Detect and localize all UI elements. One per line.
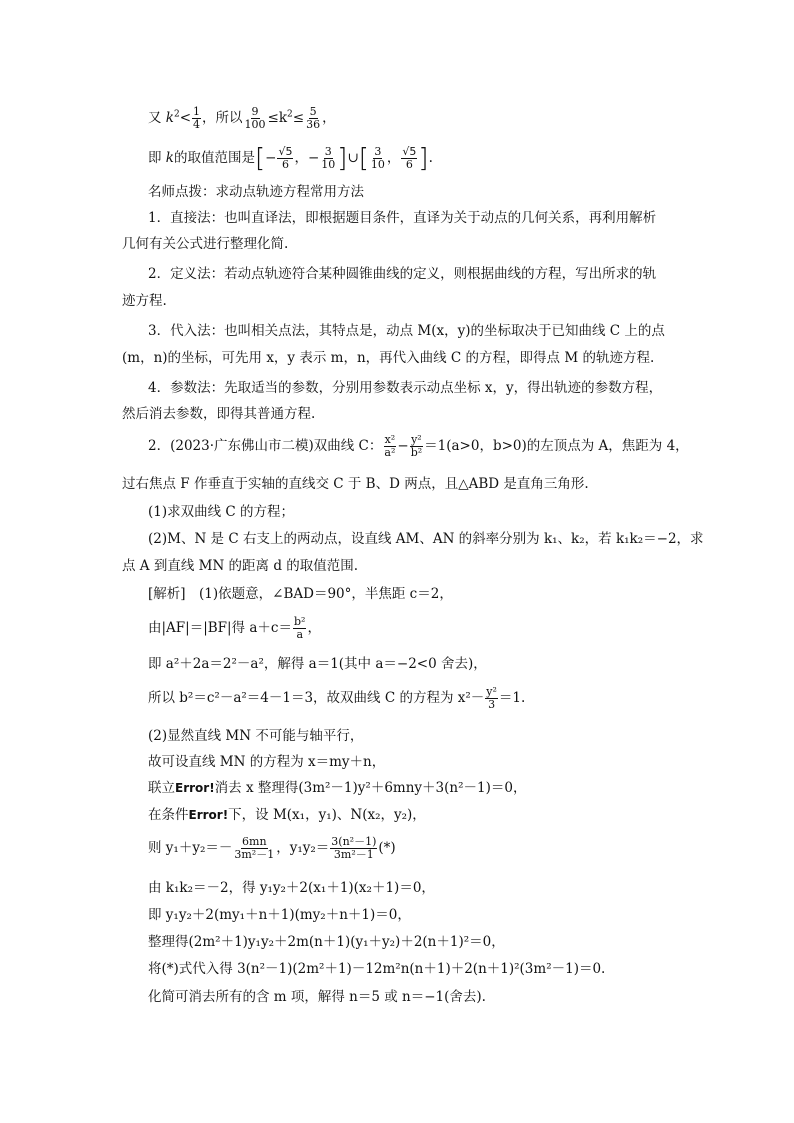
question-1: (1)求双曲线 C 的方程； bbox=[148, 504, 295, 520]
text: 又 bbox=[148, 110, 166, 126]
fraction-3n2 bbox=[330, 836, 377, 861]
fraction-3-10 bbox=[320, 146, 336, 171]
text: ，y₁y₂＝ bbox=[276, 840, 330, 856]
op: − bbox=[265, 150, 277, 166]
text: 在条件 bbox=[148, 807, 189, 823]
text: ≤k bbox=[267, 110, 288, 126]
right-bracket: ] bbox=[418, 143, 429, 174]
method-4-line-1: 4．参数法：先取适当的参数，分别用参数表示动点坐标 x，y，得出轨迹的参数方程， bbox=[148, 380, 663, 396]
num: 3 bbox=[374, 145, 382, 158]
den: 4 bbox=[193, 118, 201, 131]
num: y² bbox=[411, 433, 422, 446]
solution-arrange: 整理得(2m²＋1)y₁y₂＋2m(n＋1)(y₁＋y₂)＋2(n＋1)²＝0， bbox=[148, 934, 505, 950]
question-2-line-1: (2)M、N 是 C 右支上的两动点，设直线 AM、AN 的斜率分别为 k₁、k₂，若 k₁k₂＝−2，求 bbox=[148, 531, 704, 547]
num: √5 bbox=[278, 145, 293, 158]
num: 1 bbox=[193, 105, 201, 118]
fraction-sqrt5-6 bbox=[401, 146, 417, 171]
text: 由|AF|＝|BF|得 a＋c＝ bbox=[148, 620, 292, 636]
method-3-line-2: (m，n)的坐标，可先用 x，y 表示 m，n，再代入曲线 C 的方程，即得点 M 的轨迹方程. bbox=[122, 350, 655, 366]
union-symbol: ∪ bbox=[347, 150, 359, 166]
var-k: k bbox=[165, 150, 174, 166]
den: 6 bbox=[281, 158, 289, 171]
solution-vieta bbox=[148, 836, 396, 861]
text: (*) bbox=[378, 840, 396, 856]
op: < bbox=[179, 110, 192, 126]
tip-heading: 名师点拨：求动点轨迹方程常用方法 bbox=[148, 184, 364, 200]
den: 100 bbox=[244, 118, 266, 131]
den: 10 bbox=[321, 158, 336, 171]
fraction-b2-a bbox=[293, 616, 306, 641]
error-field: Error! bbox=[188, 808, 229, 822]
den: 3m²－1 bbox=[333, 848, 374, 861]
num: y² bbox=[486, 685, 497, 698]
text: 下，设 M(x₁，y₁)、N(x₂，y₂)， bbox=[228, 807, 426, 823]
num: b² bbox=[294, 615, 306, 628]
fraction-6mn bbox=[233, 836, 275, 861]
solution-combine bbox=[148, 778, 526, 798]
solution-result: 化简可消去所有的含 m 项，解得 n＝5 或 n＝−1(舍去). bbox=[148, 989, 486, 1005]
op: ≤ bbox=[292, 110, 305, 126]
method-2-line-1: 2．定义法：若动点轨迹符合某种圆锥曲线的定义，则根据曲线的方程，写出所求的轨 bbox=[148, 266, 657, 282]
num: 3(n²－1) bbox=[331, 835, 377, 848]
num: 3 bbox=[324, 145, 332, 158]
den: a² bbox=[384, 446, 396, 459]
solution-condition bbox=[148, 805, 426, 825]
text: 消去 x 整理得(3m²－1)y²＋6mny＋3(n²－1)＝0， bbox=[214, 780, 527, 796]
line-k-range bbox=[148, 143, 433, 174]
fraction-sqrt5-6 bbox=[277, 146, 293, 171]
fraction-y2-3 bbox=[485, 686, 498, 711]
text: 所以 b²＝c²－a²＝4－1＝3，故双曲线 C 的方程为 x²－ bbox=[148, 690, 485, 706]
question-2-line-2: 点 A 到直线 MN 的距离 d 的取值范围. bbox=[122, 558, 359, 574]
left-bracket: [ bbox=[254, 143, 266, 174]
solution-k1k2: 由 k₁k₂＝－2，得 y₁y₂＋2(x₁＋1)(x₂＋1)＝0， bbox=[148, 880, 435, 896]
text: 联立 bbox=[148, 780, 175, 796]
den: a bbox=[296, 628, 303, 641]
text: 2．(2023·广东佛山市二模)双曲线 C： bbox=[148, 438, 383, 454]
var-k: k bbox=[165, 110, 174, 126]
fraction-9-100 bbox=[244, 106, 267, 131]
solution-expand: 即 y₁y₂＋2(my₁＋n＋1)(my₂＋n＋1)＝0， bbox=[148, 907, 411, 923]
text: ， bbox=[386, 150, 401, 166]
text: . bbox=[428, 150, 433, 166]
num: 6mn bbox=[242, 835, 267, 848]
text: 即 bbox=[148, 150, 166, 166]
solution-equation-c bbox=[148, 686, 525, 711]
solution-start: [解析] (1)依题意，∠BAD＝90°，半焦距 c＝2， bbox=[148, 586, 453, 602]
fraction-5-36 bbox=[305, 106, 321, 131]
text: ， bbox=[307, 620, 321, 636]
fraction-y2-b2 bbox=[410, 434, 423, 459]
den: 3 bbox=[488, 698, 496, 711]
method-1-line-2: 几何有关公式进行整理化简. bbox=[122, 236, 289, 252]
solution-a-value: 即 a²＋2a＝2²－a²，解得 a＝1(其中 a＝−2<0 舍去)， bbox=[148, 656, 487, 672]
left-bracket: [ bbox=[358, 143, 369, 174]
exp: 2 bbox=[287, 109, 293, 120]
num: 9 bbox=[251, 105, 259, 118]
fraction-x2-a2 bbox=[383, 434, 396, 459]
den: 10 bbox=[370, 158, 385, 171]
fraction-1-4 bbox=[192, 106, 201, 131]
num: 5 bbox=[309, 105, 317, 118]
problem-2-statement bbox=[148, 434, 689, 459]
den: 36 bbox=[306, 118, 321, 131]
text: ＝1(a>0，b>0)的左顶点为 A，焦距为 4， bbox=[424, 438, 689, 454]
exp: 2 bbox=[173, 109, 180, 120]
text: ，所以 bbox=[202, 110, 243, 126]
num: √5 bbox=[402, 145, 417, 158]
right-bracket: ] bbox=[337, 143, 348, 174]
text: 则 y₁＋y₂＝－ bbox=[148, 840, 233, 856]
solution-line-mn: 故可设直线 MN 的方程为 x＝my＋n， bbox=[148, 754, 386, 770]
num: x² bbox=[384, 433, 396, 446]
solution-af-bf bbox=[148, 616, 321, 641]
error-field: Error! bbox=[175, 781, 215, 795]
den: b² bbox=[410, 446, 423, 459]
text: ，− bbox=[294, 150, 320, 166]
text: 的取值范围是 bbox=[173, 150, 255, 166]
line-k-squared-range bbox=[148, 106, 336, 131]
text: ＝1. bbox=[498, 690, 526, 706]
fraction-3-10 bbox=[370, 146, 386, 171]
den: 6 bbox=[405, 158, 413, 171]
solution-substitute: 将(*)式代入得 3(n²－1)(2m²＋1)－12m²n(n＋1)＋2(n＋1)²(3m²－1)＝0. bbox=[148, 961, 606, 977]
method-2-line-2: 迹方程. bbox=[122, 293, 167, 309]
text: ， bbox=[322, 110, 336, 126]
op: − bbox=[397, 438, 409, 454]
method-1-line-1: 1．直接法：也叫直译法，即根据题目条件，直译为关于动点的几何关系，再利用解析 bbox=[148, 210, 657, 226]
method-3-line-1: 3．代入法：也叫相关点法，其特点是，动点 M(x，y)的坐标取决于已知曲线 C 上的点 bbox=[148, 323, 665, 339]
den: 3m²－1 bbox=[234, 848, 275, 861]
solution-2-start: (2)显然直线 MN 不可能与轴平行， bbox=[148, 728, 364, 744]
method-4-line-2: 然后消去参数，即得其普通方程. bbox=[122, 406, 316, 422]
problem-2-line-2: 过右焦点 F 作垂直于实轴的直线交 C 于 B、D 两点，且△ABD 是直角三角形. bbox=[122, 476, 589, 492]
